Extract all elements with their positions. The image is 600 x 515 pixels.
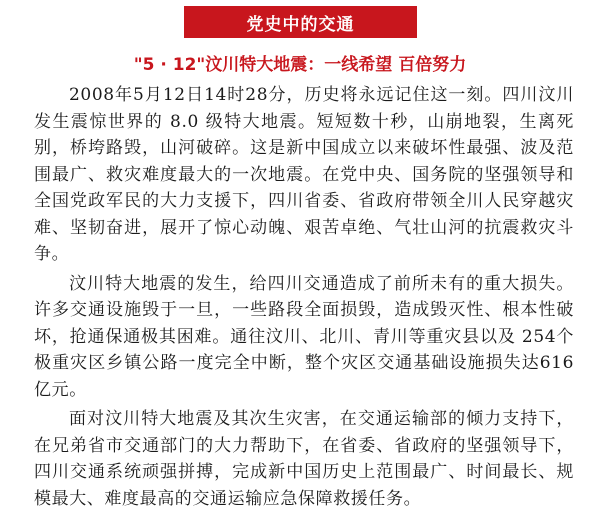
- paragraph-1: 2008年5月12日14时28分，历史将永远记住这一刻。四川汶川发生震惊世界的 8.0 级特大地震。短短数十秒，山崩地裂，生离死别，桥垮路毁，山河破碎。这是新中国成立以来破坏性最强、波及范围最广、救灾难度最大的一次地震。在党中央、国务院的坚强领导和全国党政军民的大力支援下，四川省委、省政府带领全川人民穿越灾难、坚韧奋进，展开了惊心动魄、艰苦卓绝、气壮山河的抗震救灾斗争。: [34, 85, 574, 264]
- section-banner: [184, 6, 417, 38]
- banner-title: 党史中的交通: [246, 14, 355, 35]
- article-body: [34, 82, 574, 515]
- article-subtitle: "5 · 12"汶川特大地震：一线希望 百倍努力: [133, 55, 467, 75]
- paragraph-3: 面对汶川特大地震及其次生灾害，在交通运输部的倾力支持下，在兄弟省市交通部门的大力帮助下，在省委、省政府的坚强领导下，四川交通系统顽强拼搏，完成新中国历史上范围最广、时间最长、规模最大、难度最高的交通运输应急保障救援任务。: [34, 409, 574, 509]
- paragraph-2: 汶川特大地震的发生，给四川交通造成了前所未有的重大损失。许多交通设施毁于一旦，一些路段全面损毁，造成毁灭性、根本性破坏，抢通保通极其困难。通往汶川、北川、青川等重灾县以及 254个极重灾区乡镇公路一度完全中断，整个灾区交通基础设施损失达616亿元。: [34, 273, 574, 400]
